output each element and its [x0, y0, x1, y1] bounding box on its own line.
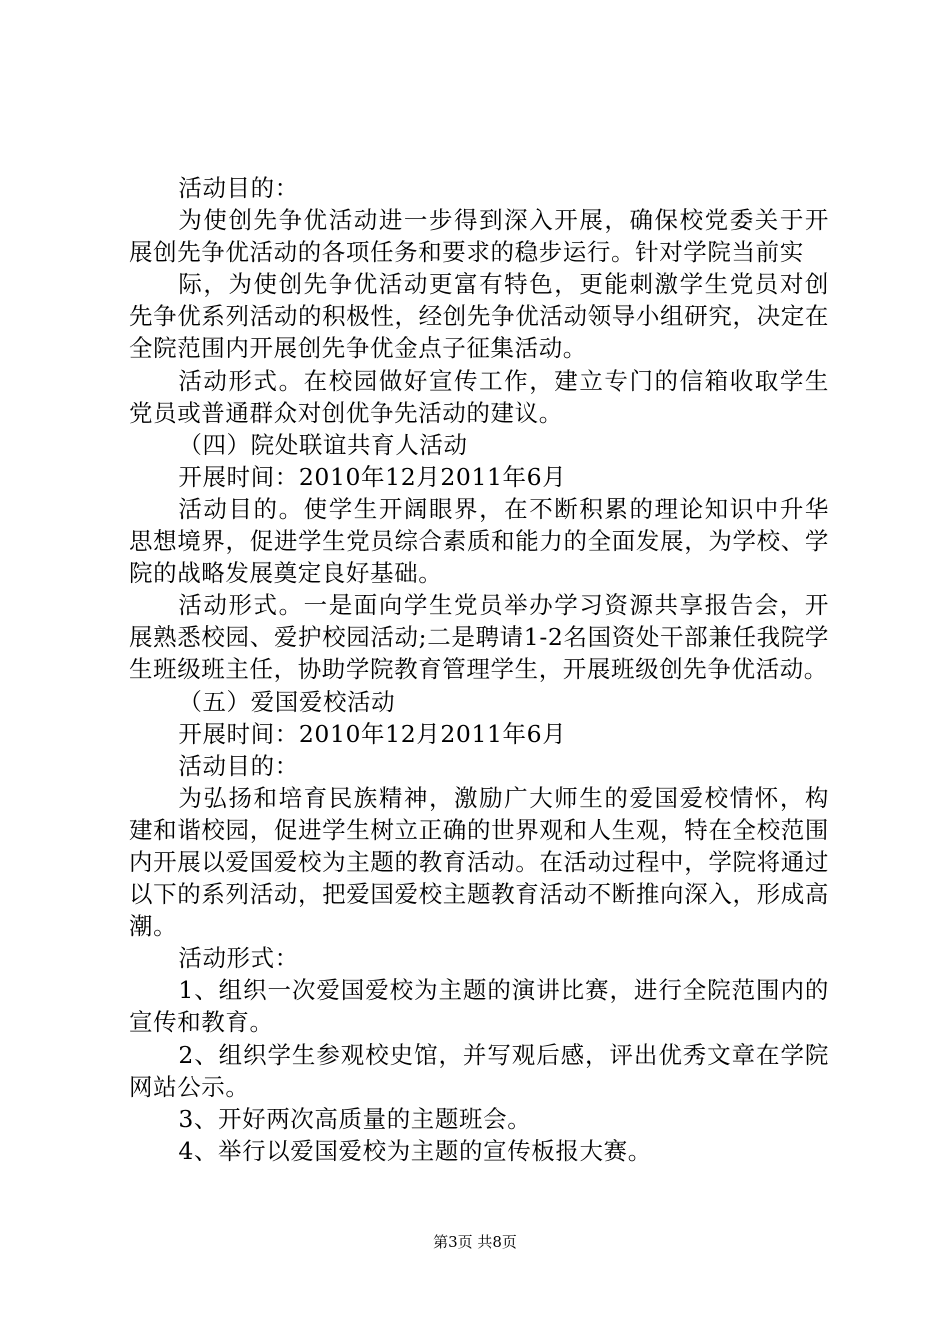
- paragraph-2: 为使创先争优活动进一步得到深入开展，确保校党委关于开展创先争优活动的各项任务和要求的稳步运行。针对学院当前实: [129, 206, 829, 267]
- list-item-2: 2、组织学生参观校史馆，并写观后感，评出优秀文章在学院网站公示。: [129, 1040, 829, 1101]
- paragraph-11: 活动目的：: [178, 751, 299, 780]
- paragraph-12: 为弘扬和培育民族精神，激励广大师生的爱国爱校情怀，构建和谐校园，促进学生树立正确的世界观和人生观，特在全校范围内开展以爱国爱校为主题的教育活动。在活动过程中，学院将通过以下的系列活动，把爱国爱校主题教育活动不断推向深入，形成高潮。: [129, 783, 829, 941]
- page-number: 第3页 共8页: [433, 1233, 517, 1251]
- list-item-3: 3、开好两次高质量的主题班会。: [178, 1104, 532, 1133]
- paragraph-4: 活动形式。在校园做好宣传工作，建立专门的信箱收取学生党员或普通群众对创优争先活动的建议。: [129, 366, 829, 427]
- paragraph-6: 开展时间：2010年12月2011年6月: [178, 462, 567, 491]
- paragraph-7: 活动目的。使学生开阔眼界，在不断积累的理论知识中升华思想境界，促进学生党员综合素质和能力的全面发展，为学校、学院的战略发展奠定良好基础。: [129, 494, 829, 588]
- page-footer: [0, 1232, 950, 1252]
- paragraph-8: 活动形式。一是面向学生党员举办学习资源共享报告会，开展熟悉校园、爱护校园活动;二是聘请1-2名国资处干部兼任我院学生班级班主任，协助学院教育管理学生，开展班级创先争优活动。: [129, 591, 829, 684]
- section-heading-5: （五）爱国爱校活动: [178, 687, 396, 716]
- document-body: [129, 172, 829, 1167]
- section-heading-4: （四）院处联谊共育人活动: [178, 430, 468, 459]
- paragraph-3: 际，为使创先争优活动更富有特色，更能刺激学生党员对创先争优系列活动的积极性，经创先争优活动领导小组研究，决定在全院范围内开展创先争优金点子征集活动。: [129, 270, 829, 363]
- list-item-4: 4、举行以爱国爱校为主题的宣传板报大赛。: [178, 1136, 652, 1165]
- paragraph-13: 活动形式：: [178, 944, 299, 973]
- list-item-1: 1、组织一次爱国爱校为主题的演讲比赛，进行全院范围内的宣传和教育。: [129, 976, 829, 1037]
- paragraph-10: 开展时间：2010年12月2011年6月: [178, 719, 567, 748]
- paragraph-1: 活动目的：: [178, 174, 299, 202]
